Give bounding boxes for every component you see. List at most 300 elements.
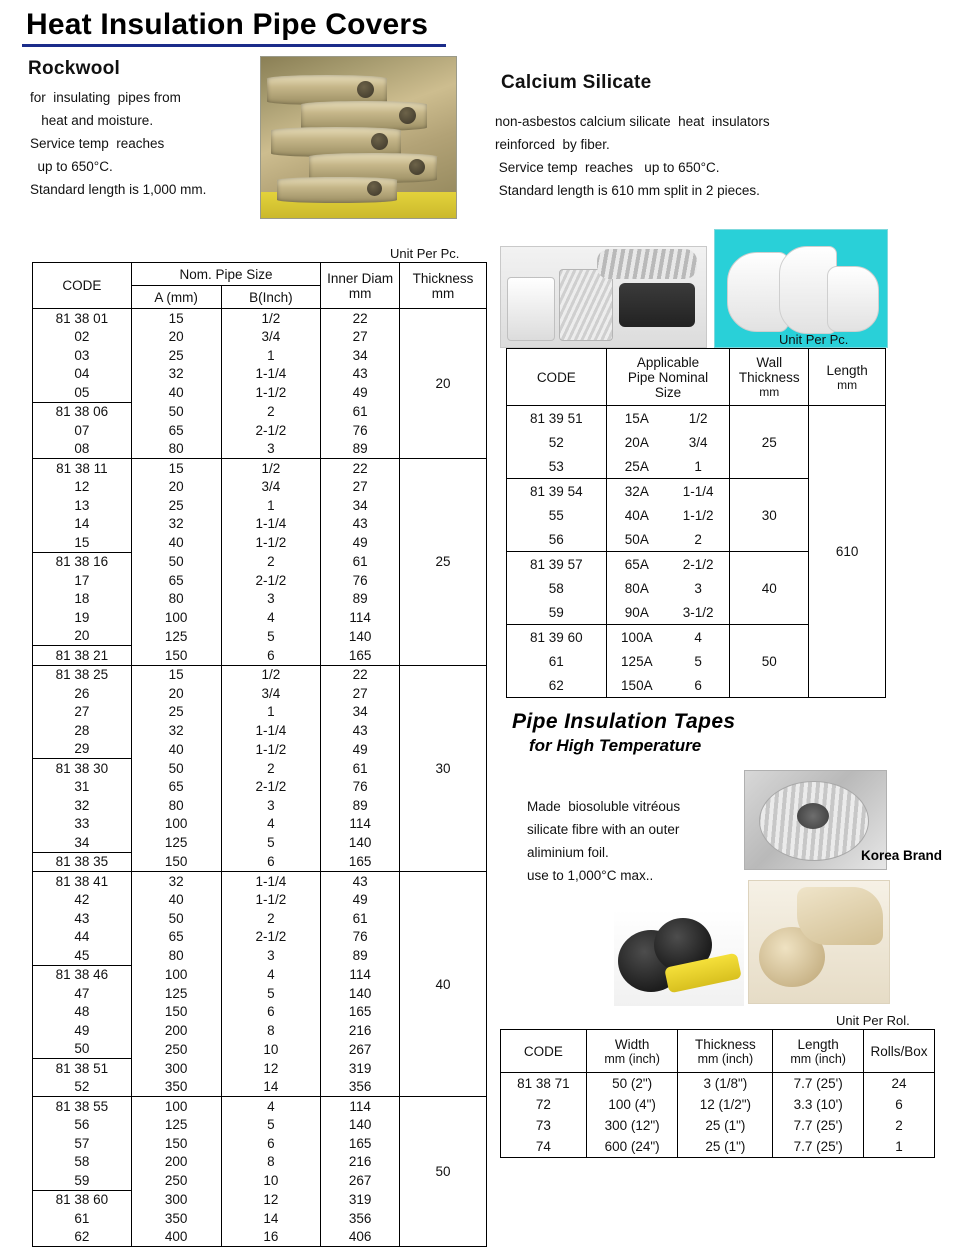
cell-code: 02 — [33, 328, 132, 347]
cell-b-inch: 6 — [221, 1134, 321, 1153]
pipe-bore — [371, 133, 388, 150]
cell-size-a: 80A — [606, 576, 667, 600]
cell-inner-diam: 114 — [321, 815, 400, 834]
cell-a-mm: 15 — [131, 459, 221, 478]
cell-inner-diam: 61 — [321, 759, 400, 778]
cell-length: 7.7 (25') — [773, 1115, 864, 1136]
cell-b-inch: 1/2 — [221, 665, 321, 684]
cell-a-mm: 100 — [131, 1097, 221, 1116]
cell-code: 04 — [33, 365, 132, 384]
cell-code: 81 38 51 — [33, 1059, 132, 1078]
cell-b-inch: 1-1/4 — [221, 872, 321, 891]
th-calsil-applicable-l1: Applicable — [636, 354, 700, 370]
cell-inner-diam: 43 — [321, 365, 400, 384]
th-a-mm: A (mm) — [131, 286, 221, 309]
cell-a-mm: 200 — [131, 1153, 221, 1172]
cell-code: 61 — [507, 649, 607, 673]
cell-code: 81 38 41 — [33, 872, 132, 891]
th-tape-width-unit: mm (inch) — [604, 1051, 660, 1066]
rockwool-unit-label: Unit Per Pc. — [390, 246, 460, 261]
cell-code: 58 — [507, 576, 607, 600]
cell-b-inch: 1-1/2 — [221, 740, 321, 759]
cell-inner-diam: 406 — [321, 1228, 400, 1247]
cell-b-inch: 4 — [221, 1097, 321, 1116]
cell-size-a: 40A — [606, 503, 667, 527]
cell-b-inch: 4 — [221, 608, 321, 627]
cell-a-mm: 50 — [131, 402, 221, 421]
cell-a-mm: 50 — [131, 552, 221, 571]
cell-inner-diam: 356 — [321, 1209, 400, 1228]
cell-code: 59 — [33, 1171, 132, 1190]
cell-a-mm: 20 — [131, 328, 221, 347]
cell-code: 17 — [33, 571, 132, 590]
cell-a-mm: 150 — [131, 1134, 221, 1153]
cell-code: 43 — [33, 909, 132, 928]
th-tape-length-l1: Length — [797, 1036, 839, 1052]
tan-tape-strip — [797, 887, 883, 945]
cell-code: 03 — [33, 346, 132, 365]
cell-a-mm: 15 — [131, 665, 221, 684]
calsil-desc-line-1: non-asbestos calcium silicate heat insulators — [495, 114, 770, 129]
cell-thickness: 30 — [400, 665, 487, 872]
cell-b-inch: 1 — [221, 346, 321, 365]
cell-inner-diam: 22 — [321, 665, 400, 684]
cell-code: 31 — [33, 778, 132, 797]
cell-code: 26 — [33, 684, 132, 703]
table-row — [501, 1136, 935, 1158]
th-tape-code: CODE — [501, 1030, 587, 1073]
cell-inner-diam: 89 — [321, 946, 400, 965]
cell-b-inch: 2-1/2 — [221, 421, 321, 440]
cell-a-mm: 80 — [131, 590, 221, 609]
rockwool-product-photo — [260, 56, 457, 219]
cell-code: 14 — [33, 515, 132, 534]
cell-inner-diam: 76 — [321, 928, 400, 947]
cell-b-inch: 4 — [221, 965, 321, 984]
th-thickness-unit: mm — [431, 285, 455, 301]
cell-a-mm: 100 — [131, 815, 221, 834]
cell-b-inch: 1/2 — [221, 459, 321, 478]
table-row — [33, 665, 487, 684]
cell-code: 59 — [507, 600, 607, 625]
cell-a-mm: 125 — [131, 984, 221, 1003]
tape-roll-black-photo — [614, 910, 744, 1006]
tapes-table — [500, 1029, 935, 1158]
cell-a-mm: 25 — [131, 496, 221, 515]
cell-width: 100 (4") — [586, 1094, 678, 1115]
th-calsil-applicable-l2: Pipe Nominal — [627, 369, 709, 385]
cell-inner-diam: 27 — [321, 478, 400, 497]
cell-a-mm: 150 — [131, 1003, 221, 1022]
cell-rolls: 6 — [864, 1094, 935, 1115]
cell-inner-diam: 140 — [321, 984, 400, 1003]
cell-a-mm: 65 — [131, 421, 221, 440]
cell-a-mm: 40 — [131, 533, 221, 552]
cell-inner-diam: 43 — [321, 515, 400, 534]
cell-code: 62 — [507, 673, 607, 698]
cell-b-inch: 3 — [221, 946, 321, 965]
cell-wall-thickness: 40 — [730, 552, 809, 625]
cell-a-mm: 65 — [131, 928, 221, 947]
cell-size-b: 2 — [667, 527, 730, 552]
th-tape-thickness — [678, 1030, 773, 1073]
calsil-pipe-wrapped — [597, 249, 697, 279]
rockwool-table — [32, 262, 487, 1247]
cell-size-a: 15A — [606, 406, 667, 431]
cell-b-inch: 14 — [221, 1209, 321, 1228]
tapes-unit-label: Unit Per Rol. — [836, 1013, 910, 1028]
cell-code: 49 — [33, 1021, 132, 1040]
rockwool-desc-line-4: up to 650°C. — [30, 159, 113, 174]
cell-a-mm: 32 — [131, 721, 221, 740]
cell-code: 50 — [33, 1040, 132, 1059]
cell-b-inch: 1-1/4 — [221, 721, 321, 740]
cell-b-inch: 2 — [221, 402, 321, 421]
cell-code: 81 38 60 — [33, 1190, 132, 1209]
th-tape-thickness-unit: mm (inch) — [697, 1051, 754, 1066]
cell-b-inch: 5 — [221, 627, 321, 646]
cell-code: 56 — [507, 527, 607, 552]
cell-a-mm: 25 — [131, 346, 221, 365]
cell-b-inch: 14 — [221, 1078, 321, 1097]
calcium-silicate-table-body — [507, 406, 886, 698]
cell-a-mm: 20 — [131, 684, 221, 703]
cell-inner-diam: 267 — [321, 1171, 400, 1190]
cell-b-inch: 1-1/2 — [221, 383, 321, 402]
cell-size-b: 3/4 — [688, 434, 708, 450]
cell-code: 81 38 11 — [33, 459, 132, 478]
table-row — [507, 406, 886, 431]
page-title: Heat Insulation Pipe Covers — [26, 8, 429, 41]
cell-a-mm: 50 — [131, 909, 221, 928]
cell-size-b: 3-1/2 — [667, 600, 730, 625]
cell-a-mm: 32 — [131, 515, 221, 534]
cell-a-mm: 350 — [131, 1078, 221, 1097]
cell-b-inch: 2 — [221, 759, 321, 778]
cell-b-inch: 6 — [221, 646, 321, 666]
cell-inner-diam: 49 — [321, 533, 400, 552]
cell-rolls: 2 — [864, 1115, 935, 1136]
cell-thickness: 12 (1/2") — [678, 1094, 773, 1115]
cell-code: 56 — [33, 1116, 132, 1135]
calsil-desc-line-3: Service temp reaches up to 650°C. — [495, 160, 720, 175]
rockwool-desc-line-1: for insulating pipes from — [30, 90, 181, 105]
tapes-table-body — [501, 1073, 935, 1158]
table-row — [501, 1094, 935, 1115]
calcium-silicate-photo-right — [714, 229, 888, 348]
cell-a-mm: 125 — [131, 1116, 221, 1135]
th-inner-diam-unit: mm — [348, 285, 372, 301]
cell-inner-diam: 114 — [321, 1097, 400, 1116]
pipe-bore — [357, 81, 374, 98]
th-calsil-length-l1: Length — [826, 362, 868, 378]
cell-code: 61 — [33, 1209, 132, 1228]
calcium-silicate-table — [506, 348, 886, 698]
cell-inner-diam: 34 — [321, 703, 400, 722]
th-tape-width-l1: Width — [614, 1036, 650, 1052]
cell-inner-diam: 114 — [321, 608, 400, 627]
cell-code: 81 38 46 — [33, 965, 132, 984]
cell-code: 19 — [33, 608, 132, 627]
cell-code: 58 — [33, 1153, 132, 1172]
cell-thickness: 40 — [400, 872, 487, 1097]
cell-inner-diam: 34 — [321, 346, 400, 365]
cell-inner-diam: 61 — [321, 552, 400, 571]
cell-a-mm: 300 — [131, 1190, 221, 1209]
cell-rolls: 24 — [864, 1073, 935, 1095]
cell-a-mm: 250 — [131, 1171, 221, 1190]
cell-b-inch: 3/4 — [221, 478, 321, 497]
cell-a-mm: 80 — [131, 946, 221, 965]
cell-code: 42 — [33, 891, 132, 910]
cell-size-b: 4 — [667, 625, 730, 650]
calcium-silicate-unit-label: Unit Per Pc. — [779, 332, 849, 347]
rockwool-desc-line-2: heat and moisture. — [30, 113, 154, 128]
pipe-bore — [399, 107, 416, 124]
th-nom-pipe-size: Nom. Pipe Size — [131, 263, 321, 286]
th-thickness — [400, 263, 487, 309]
cell-wall-thickness: 30 — [730, 479, 809, 552]
calsil-half-shell — [827, 266, 879, 332]
cell-a-mm: 100 — [131, 965, 221, 984]
th-calsil-wall-l1: Wall — [756, 355, 783, 370]
table-row — [33, 1097, 487, 1116]
th-tape-rolls: Rolls/Box — [864, 1030, 935, 1073]
cell-code: 20 — [33, 627, 132, 646]
cell-a-mm: 40 — [131, 740, 221, 759]
cell-size-a: 65A — [606, 552, 667, 577]
tape-photo-caption: Korea Brand — [861, 848, 943, 863]
cell-size-a: 20A — [606, 430, 667, 454]
cell-code: 81 39 51 — [507, 406, 607, 431]
tapes-heading-line2: for High Temperature — [529, 736, 702, 755]
cell-code: 28 — [33, 721, 132, 740]
th-b-inch: B(Inch) — [221, 286, 321, 309]
cell-a-mm: 20 — [131, 478, 221, 497]
cell-size-b: 1/2 — [667, 406, 730, 431]
cell-size-b: 2-1/2 — [667, 552, 730, 577]
cell-size-b: 5 — [694, 653, 702, 669]
cell-thickness: 25 — [400, 459, 487, 666]
cell-code: 81 38 06 — [33, 402, 132, 421]
cell-b-inch: 10 — [221, 1040, 321, 1059]
cell-length: 7.7 (25') — [773, 1073, 864, 1095]
cell-a-mm: 65 — [131, 778, 221, 797]
cell-code: 29 — [33, 740, 132, 759]
cell-a-mm: 25 — [131, 703, 221, 722]
cell-inner-diam: 165 — [321, 852, 400, 872]
cell-b-inch: 8 — [221, 1153, 321, 1172]
cell-b-inch: 1 — [221, 496, 321, 515]
cell-length: 7.7 (25') — [773, 1136, 864, 1158]
cell-length: 3.3 (10') — [773, 1094, 864, 1115]
pipe-bore — [367, 181, 382, 196]
cell-inner-diam: 22 — [321, 309, 400, 328]
cell-size-a: 90A — [606, 600, 667, 625]
cell-code: 81 38 71 — [501, 1073, 587, 1095]
tapes-desc-line-4: use to 1,000°C max.. — [527, 868, 654, 883]
cell-a-mm: 32 — [131, 872, 221, 891]
cell-inner-diam: 165 — [321, 1003, 400, 1022]
cell-b-inch: 5 — [221, 984, 321, 1003]
cell-code: 81 38 30 — [33, 759, 132, 778]
cell-code: 81 38 21 — [33, 646, 132, 666]
cell-b-inch: 1-1/4 — [221, 515, 321, 534]
tapes-desc-line-3: aliminium foil. — [527, 845, 609, 860]
rockwool-desc-line-3: Service temp reaches — [30, 136, 165, 151]
cell-b-inch: 12 — [221, 1190, 321, 1209]
cell-inner-diam: 34 — [321, 496, 400, 515]
cell-inner-diam: 140 — [321, 627, 400, 646]
cell-code: 45 — [33, 946, 132, 965]
cell-code: 81 38 16 — [33, 552, 132, 571]
cell-inner-diam: 319 — [321, 1059, 400, 1078]
calsil-block-white — [507, 277, 555, 341]
rockwool-table-body — [33, 309, 487, 1247]
cell-inner-diam: 319 — [321, 1190, 400, 1209]
cell-code: 81 38 01 — [33, 309, 132, 328]
th-tape-thickness-l1: Thickness — [694, 1036, 756, 1052]
table-row — [501, 1073, 935, 1095]
cell-b-inch: 1-1/2 — [221, 891, 321, 910]
cell-code: 07 — [33, 421, 132, 440]
cell-size-b: 1-1/4 — [667, 479, 730, 504]
cell-b-inch: 10 — [221, 1171, 321, 1190]
th-code: CODE — [33, 263, 132, 309]
cell-a-mm: 125 — [131, 833, 221, 852]
tapes-heading-line1: Pipe Insulation Tapes — [512, 710, 736, 733]
cell-inner-diam: 76 — [321, 421, 400, 440]
cell-b-inch: 5 — [221, 833, 321, 852]
cell-b-inch: 3/4 — [221, 328, 321, 347]
title-underline — [22, 44, 446, 47]
calsil-block-foil — [559, 269, 613, 341]
cell-code: 53 — [507, 454, 607, 479]
cell-inner-diam: 76 — [321, 778, 400, 797]
cell-code: 48 — [33, 1003, 132, 1022]
cell-inner-diam: 216 — [321, 1021, 400, 1040]
cell-width: 600 (24") — [586, 1136, 678, 1158]
th-tape-length-unit: mm (inch) — [790, 1051, 846, 1066]
tape-roll-tan-photo — [748, 880, 890, 1004]
tapes-description — [527, 795, 742, 887]
th-inner-diam — [321, 263, 400, 309]
cell-code: 32 — [33, 796, 132, 815]
th-calsil-applicable-l3: Size — [654, 384, 682, 400]
cell-size-b: 6 — [667, 673, 730, 698]
cell-b-inch: 16 — [221, 1228, 321, 1247]
cell-inner-diam: 27 — [321, 328, 400, 347]
cell-b-inch: 6 — [221, 852, 321, 872]
cell-size-b: 3 — [694, 580, 702, 596]
cell-a-mm: 100 — [131, 608, 221, 627]
cell-a-mm: 32 — [131, 365, 221, 384]
cell-b-inch: 1/2 — [221, 309, 321, 328]
th-calsil-applicable — [606, 349, 730, 406]
cell-code: 81 38 55 — [33, 1097, 132, 1116]
cell-b-inch: 3/4 — [221, 684, 321, 703]
table-row — [33, 872, 487, 891]
th-calsil-length — [809, 349, 886, 406]
cell-inner-diam: 267 — [321, 1040, 400, 1059]
cell-width: 300 (12") — [586, 1115, 678, 1136]
cell-a-mm: 40 — [131, 383, 221, 402]
cell-b-inch: 12 — [221, 1059, 321, 1078]
cell-b-inch: 3 — [221, 590, 321, 609]
th-tape-length — [773, 1030, 864, 1073]
th-calsil-wall — [730, 349, 809, 406]
cell-a-mm: 65 — [131, 571, 221, 590]
th-calsil-wall-l2: Thickness — [738, 370, 800, 385]
cell-code: 73 — [501, 1115, 587, 1136]
cell-b-inch: 4 — [221, 815, 321, 834]
cell-thickness: 20 — [400, 309, 487, 459]
cell-a-mm: 250 — [131, 1040, 221, 1059]
cell-inner-diam: 49 — [321, 383, 400, 402]
cell-b-inch: 2 — [221, 909, 321, 928]
cell-inner-diam: 61 — [321, 909, 400, 928]
cell-a-mm: 15 — [131, 309, 221, 328]
cell-code: 81 39 54 — [507, 479, 607, 504]
th-inner-diam-label: Inner Diam — [327, 270, 394, 286]
cell-code: 81 39 60 — [507, 625, 607, 650]
cell-code: 55 — [507, 503, 607, 527]
cell-a-mm: 300 — [131, 1059, 221, 1078]
cell-code: 81 39 57 — [507, 552, 607, 577]
calsil-block-dark — [619, 283, 695, 327]
cell-code: 52 — [507, 430, 607, 454]
cell-inner-diam: 49 — [321, 740, 400, 759]
cell-code: 47 — [33, 984, 132, 1003]
cell-b-inch: 1-1/4 — [221, 365, 321, 384]
cell-b-inch: 5 — [221, 1116, 321, 1135]
roll-core — [797, 803, 829, 829]
cell-inner-diam: 22 — [321, 459, 400, 478]
cell-rolls: 1 — [864, 1136, 935, 1158]
cell-inner-diam: 49 — [321, 891, 400, 910]
cell-a-mm: 350 — [131, 1209, 221, 1228]
cell-code: 27 — [33, 703, 132, 722]
rockwool-desc-line-5: Standard length is 1,000 mm. — [30, 182, 207, 197]
cell-code: 12 — [33, 478, 132, 497]
cell-code: 33 — [33, 815, 132, 834]
cell-inner-diam: 114 — [321, 965, 400, 984]
cell-code: 81 38 25 — [33, 665, 132, 684]
th-thickness-label: Thickness — [412, 270, 474, 286]
cell-size-b: 1-1/2 — [682, 507, 714, 523]
tapes-desc-line-1: Made biosoluble vitréous — [527, 799, 681, 814]
calsil-desc-line-2: reinforced by fiber. — [495, 137, 610, 152]
cell-inner-diam: 165 — [321, 1134, 400, 1153]
pipe-bore — [409, 159, 425, 175]
cell-size-a: 150A — [606, 673, 667, 698]
cell-inner-diam: 140 — [321, 1116, 400, 1135]
th-tape-width — [586, 1030, 678, 1073]
cell-inner-diam: 356 — [321, 1078, 400, 1097]
cell-code: 18 — [33, 590, 132, 609]
cell-b-inch: 3 — [221, 440, 321, 459]
cell-b-inch: 8 — [221, 1021, 321, 1040]
cell-inner-diam: 43 — [321, 721, 400, 740]
cell-b-inch: 1-1/2 — [221, 533, 321, 552]
th-calsil-wall-unit: mm — [759, 385, 780, 399]
cell-inner-diam: 140 — [321, 833, 400, 852]
cell-size-a: 32A — [606, 479, 667, 504]
cell-inner-diam: 27 — [321, 684, 400, 703]
table-row — [501, 1115, 935, 1136]
cell-length: 610 — [809, 406, 886, 698]
cell-code: 62 — [33, 1228, 132, 1247]
